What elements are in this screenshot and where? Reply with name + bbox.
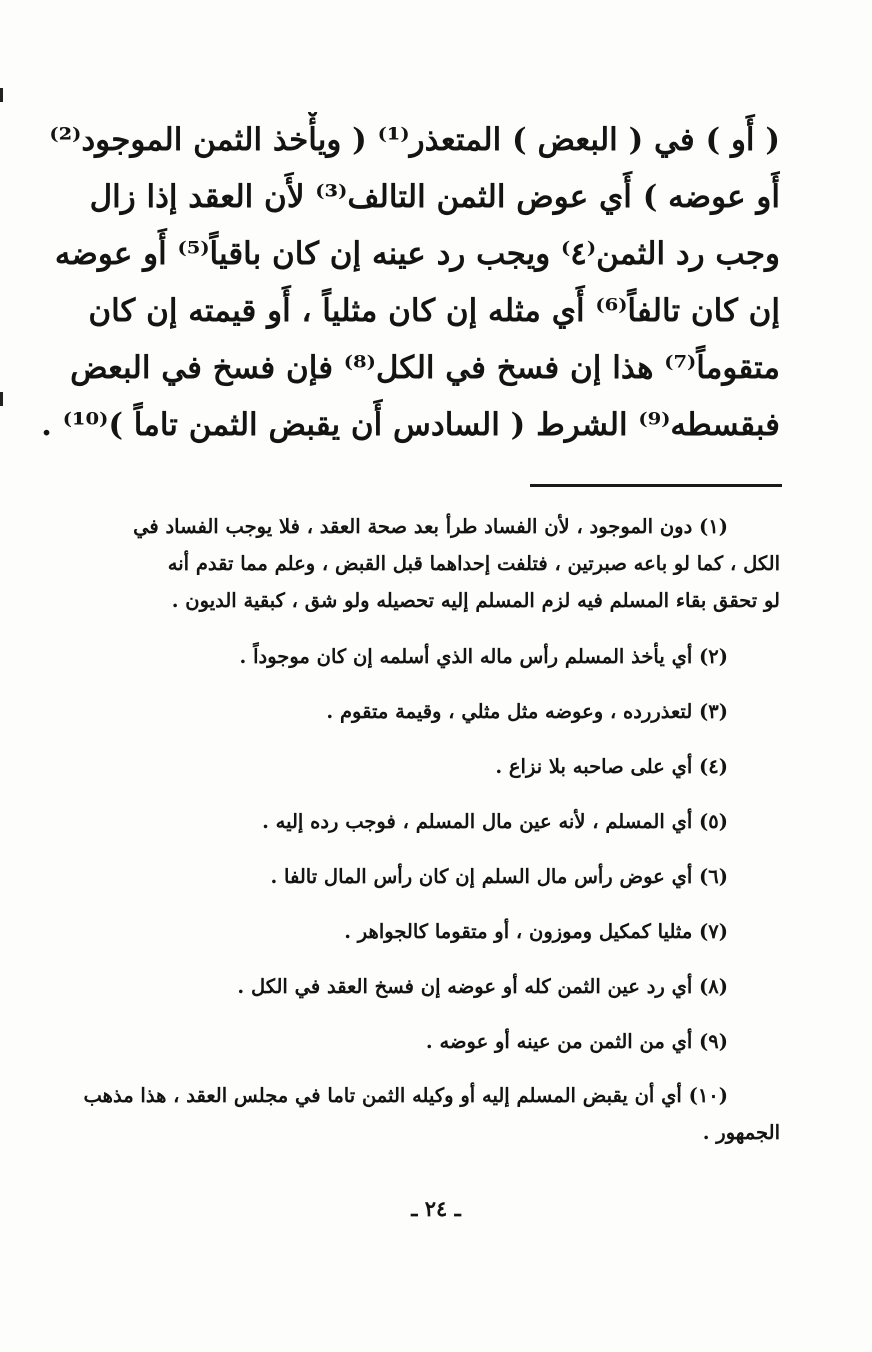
footnote-6: (٦) أي عوض رأس مال السلم إن كان رأس المال تالفا . (270, 865, 728, 888)
footnote-5: (٥) أي المسلم ، لأنه عين مال المسلم ، فوجب رده إليه . (262, 810, 728, 833)
footnote-line: الكل ، كما لو باعه صبرتين ، فتلفت إحداهما قبل القبض ، وعلم مما تقدم أنه (167, 552, 780, 575)
footnote-line: (١) دون الموجود ، لأن الفساد طرأ بعد صحة العقد ، فلا يوجب الفساد في (133, 515, 728, 538)
main-text-line: إن كان تالفاً⁽⁶⁾ أَي مثله إن كان مثلياً ، أَو قيمته إن كان (88, 293, 780, 329)
footnote-line: (١٠) أي أن يقبض المسلم إليه أو وكيله الثمن تاما في مجلس العقد ، هذا مذهب (83, 1084, 728, 1107)
footnote-1 (38, 508, 780, 619)
footnote-7: (٧) مثليا كمكيل وموزون ، أو متقوما كالجواهر . (344, 920, 728, 943)
left-margin-mark-bottom (0, 392, 3, 406)
footnote-line: لو تحقق بقاء المسلم فيه لزم المسلم إليه تحصيله ولو شق ، كبقية الديون . (171, 589, 780, 612)
footnotes-block (38, 508, 780, 1169)
main-text-line: أَو عوضه ) أَي عوض الثمن التالف⁽³⁾ لأَن العقد إذا زال (89, 179, 780, 215)
footnote-2: (٢) أي يأخذ المسلم رأس ماله الذي أسلمه إن كان موجوداً . (239, 645, 728, 668)
footnote-line: الجمهور . (702, 1121, 780, 1144)
page-number: ـ ٢٤ ـ (411, 1196, 461, 1221)
main-text-block (38, 112, 780, 454)
main-text-line: وجب رد الثمن⁽٤⁾ ويجب رد عينه إن كان باقياً⁽⁵⁾ أَو عوضه (54, 236, 780, 272)
footnote-4: (٤) أي على صاحبه بلا نزاع . (495, 755, 728, 778)
footnote-9: (٩) أي من الثمن من عينه أو عوضه . (425, 1030, 728, 1053)
footnote-3: (٣) لتعذررده ، وعوضه مثل مثلي ، وقيمة متقوم . (326, 700, 728, 723)
footnote-8: (٨) أي رد عين الثمن كله أو عوضه إن فسخ العقد في الكل . (237, 975, 728, 998)
footnote-separator-rule (530, 484, 782, 487)
main-text-line: متقوماً⁽⁷⁾ هذا إن فسخ في الكل⁽⁸⁾ فإن فسخ في البعض (70, 350, 780, 386)
main-text-line: فبقسطه⁽⁹⁾ الشرط ( السادس أَن يقبض الثمن تاماً )⁽¹⁰⁾ . (41, 407, 780, 443)
left-margin-mark-top (0, 88, 3, 102)
footnote-10 (38, 1077, 780, 1151)
main-text-line: ( أَو ) في ( البعض ) المتعذر⁽¹⁾ ( ويأْخذ الثمن الموجود⁽²⁾ (49, 122, 780, 158)
